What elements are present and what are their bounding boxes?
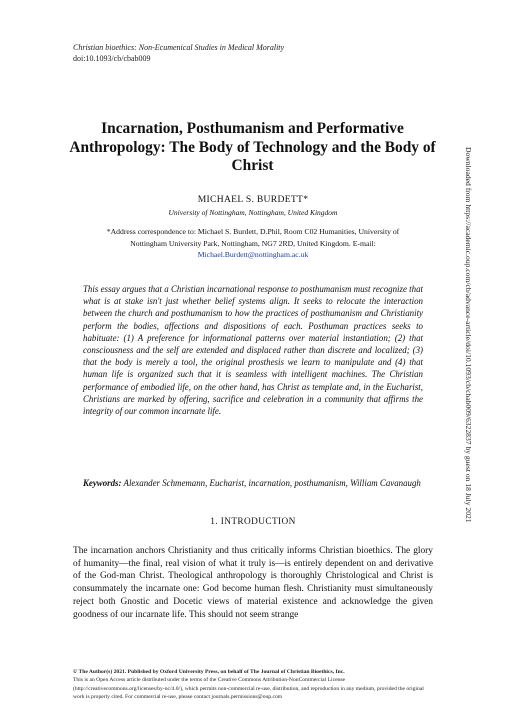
correspondence-note	[92, 226, 414, 261]
copyright-footer	[73, 668, 433, 701]
abstract: This essay argues that a Christian incarnational response to posthumanism must recognize that what is at stake isn't just whether belief systems align. It seeks to relocate the interaction between the church and posthumanism to how the practices of posthumanism and Christianity perform the bodies, affections and dispositions of each. Posthuman practices seeks to habituate: (1) A preference for informational patterns over material instantiation; (2) that consciousness and the self are extended and displaced rather than discrete and localized; (3) that the body is merely a tool, the original prosthesis we learn to manipulate and (4) that human life is organized such that it is seamless with intelligent machines. The Christian performance of embodied life, on the other hand, has Christ as template and, in the Eucharist, Christians are marked by offering, sacrifice and celebration in a community that affirms the integrity of our common incarnate life.	[83, 284, 423, 417]
copyright-line: © The Author(s) 2021. Published by Oxford University Press, on behalf of The Journal of Christian Bioethics, Inc.	[73, 669, 345, 675]
author-name: MICHAEL S. BURDETT*	[197, 194, 309, 205]
correspondence-text: *Address correspondence to: Michael S. Burdett, D.Phil, Room C02 Humanities, University of Nottingham University Park, Nottingham, NG7 2RD, United Kingdom. E-mail:	[106, 227, 400, 248]
doi-link[interactable]: doi:10.1093/cb/cbab009	[73, 54, 151, 63]
keywords-list: Alexander Schmemann, Eucharist, incarnation, posthumanism, William Cavanaugh	[123, 478, 421, 488]
license-text: This is an Open Access article distributed under the terms of the Creative Commons Attribution-NonCommercial License (http://creativecommons.org/licenses/by-nc/4.0/), which permits non-commercial re-use, distribution, and reproduction in any medium, provided the original work is properly cited. For commercial re-use, please contact journals.permissions@oup.com	[73, 677, 424, 700]
email-link[interactable]: Michael.Burdett@nottingham.ac.uk	[197, 250, 309, 260]
article-title: Incarnation, Posthumanism and Performative Anthropology: The Body of Technology and the Body of Christ	[69, 120, 436, 175]
keywords	[83, 477, 423, 489]
section-heading: 1. INTRODUCTION	[210, 517, 296, 527]
journal-title: Christian bioethics: Non-Ecumenical Studies in Medical Morality	[73, 43, 285, 52]
keywords-label: Keywords:	[83, 478, 122, 488]
running-header	[73, 42, 453, 64]
author-affiliation: University of Nottingham, Nottingham, United Kingdom	[168, 208, 338, 217]
download-watermark: Downloaded from https://academic.oup.com/cb/advance-article/doi/10.1093/cb/cbab009/6322837 by guest on 18 July 2021	[464, 147, 473, 523]
introduction-paragraph: The incarnation anchors Christianity and thus critically informs Christian bioethics. The glory of humanity—the final, real vision of what it truly is—is entirely dependent on and derivative of the God-man Christ. Theological anthropology is thoroughly Christological and Christ is consummately the incarnate one: God become human flesh. Christianity must simultaneously reject both Gnostic and Docetic views of material existence and acknowledge the given goodness of our incarnate life. This should not seem strange	[73, 546, 433, 620]
